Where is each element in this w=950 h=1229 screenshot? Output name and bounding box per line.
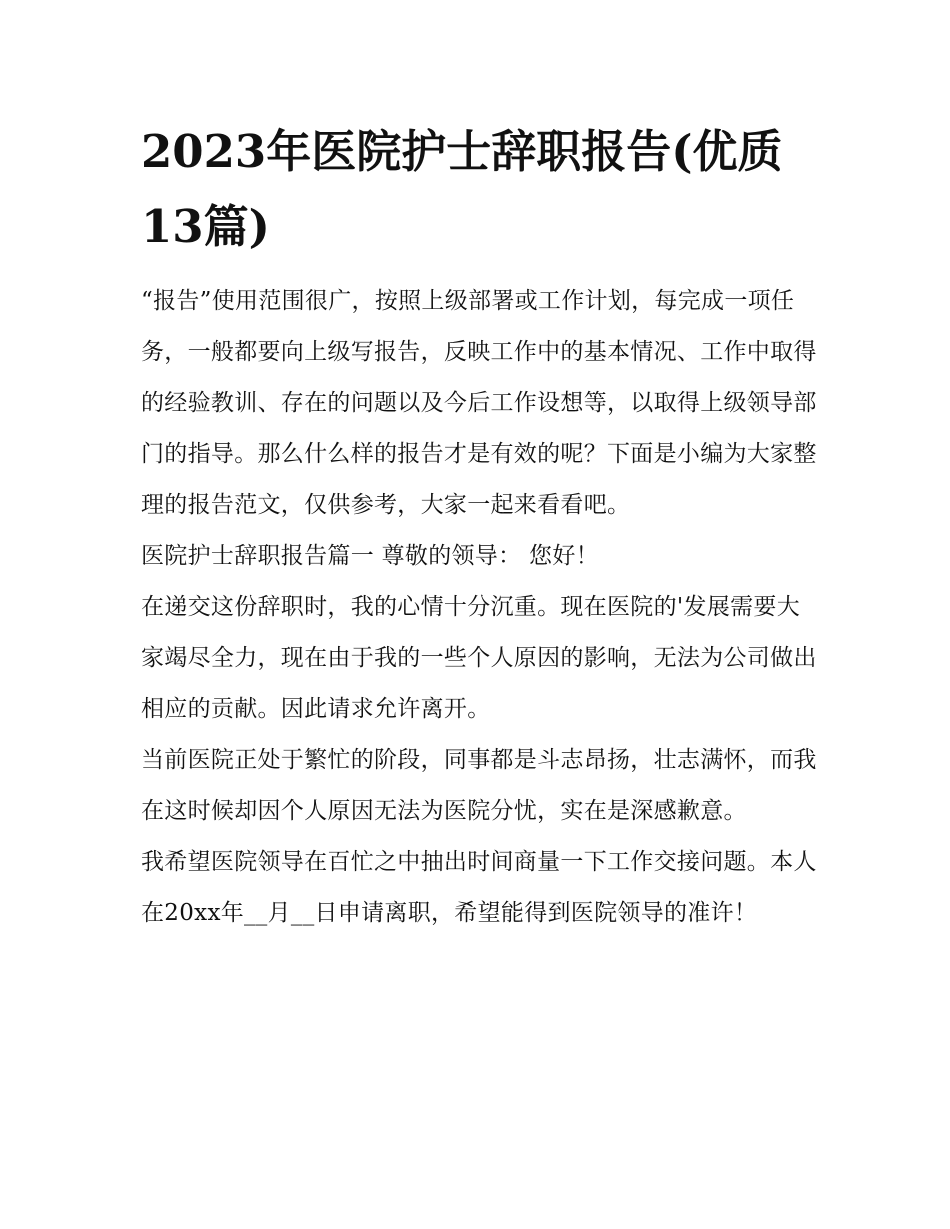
paragraph-intro: “报告”使用范围很广，按照上级部署或工作计划，每完成一项任务，一般都要向上级写报告，反映工作中的基本情况、工作中取得的经验教训、存在的问题以及今后工作设想等，以取得上级领导部门的指导。那么什么样的报告才是有效的呢？下面是小编为大家整理的报告范文，仅供参考，大家一起来看看吧。 <box>141 288 817 518</box>
document-title: 2023年医院护士辞职报告(优质13篇) <box>141 125 783 253</box>
paragraph-body-1: 在递交这份辞职时，我的心情十分沉重。现在医院的'发展需要大家竭尽全力，现在由于我的一些个人原因的影响，无法为公司做出相应的贡献。因此请求允许离开。 <box>141 594 817 722</box>
paragraph-body-2: 当前医院正处于繁忙的阶段，同事都是斗志昂扬，壮志满怀，而我在这时候却因个人原因无法为医院分忧，实在是深感歉意。 <box>141 747 817 824</box>
paragraph-body-3: 我希望医院领导在百忙之中抽出时间商量一下工作交接问题。本人在20xx年__月__日申请离职，希望能得到医院领导的准许！ <box>141 849 817 926</box>
paragraph-salutation: 医院护士辞职报告篇一 尊敬的领导： 您好！ <box>141 543 599 569</box>
document-body <box>141 276 817 939</box>
